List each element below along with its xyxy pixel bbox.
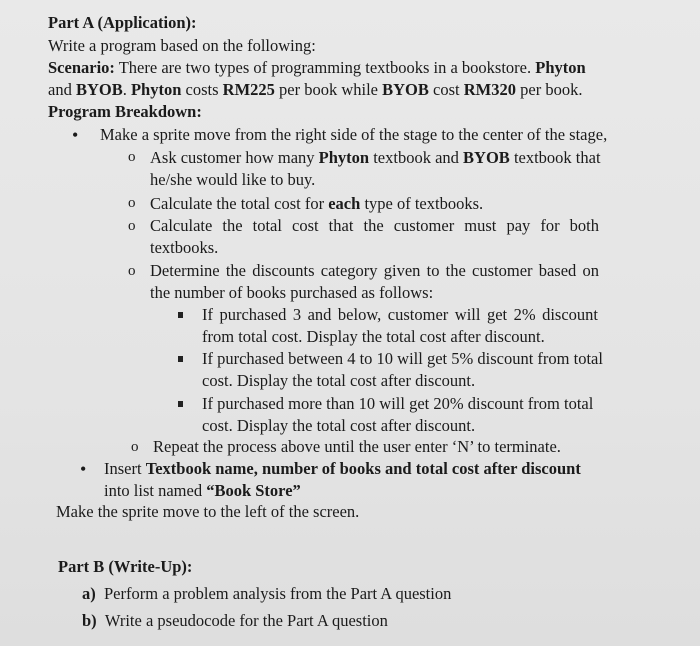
sub-item-3-line-1: Calculate the total cost that the customer must pay for both: [150, 216, 599, 235]
bullet-dot-icon: •: [72, 125, 79, 145]
intro-line: Write a program based on the following:: [48, 36, 316, 55]
part-a-heading: Part A (Application):: [48, 13, 197, 32]
discount-rule-2-line-2: cost. Display the total cost after discount.: [202, 371, 476, 390]
discount-rule-1-line-1: If purchased 3 and below, customer will get 2% discount: [202, 305, 598, 324]
square-bullet-icon: [178, 401, 183, 407]
part-b-item-a: a) Perform a problem analysis from the Part A question: [82, 584, 452, 603]
bullet-dot-icon: •: [80, 459, 87, 479]
discount-rule-3-line-2: cost. Display the total cost after discount.: [202, 416, 476, 435]
circle-bullet-icon: o: [128, 149, 136, 165]
breakdown-heading: Program Breakdown:: [48, 102, 202, 121]
sub-item-3-line-2: textbooks.: [150, 238, 219, 257]
bullet-2-line-2: into list named “Book Store”: [104, 481, 301, 500]
square-bullet-icon: [178, 312, 183, 318]
sub-item-4-line-2: the number of books purchased as follows:: [150, 283, 434, 302]
sub-item-2: Calculate the total cost for each type of textbooks.: [150, 194, 484, 213]
discount-rule-2-line-1: If purchased between 4 to 10 will get 5% discount from total: [202, 349, 603, 368]
bullet-1: Make a sprite move from the right side of the stage to the center of the stage,: [100, 125, 608, 144]
circle-bullet-icon: o: [131, 439, 139, 455]
scenario-line-2: and BYOB. Phyton costs RM225 per book while BYOB cost RM320 per book.: [48, 80, 583, 99]
scenario-line-1: Scenario: There are two types of programming textbooks in a bookstore. Phyton: [48, 58, 586, 77]
circle-bullet-icon: o: [128, 195, 136, 211]
sub-item-4-line-1: Determine the discounts category given to the customer based on: [150, 261, 599, 280]
circle-bullet-icon: o: [128, 263, 136, 279]
bullet-2-line-1: Insert Textbook name, number of books and total cost after discount: [104, 459, 581, 478]
discount-rule-1-line-2: from total cost. Display the total cost after discount.: [202, 327, 545, 346]
sub-item-5: Repeat the process above until the user enter ‘N’ to terminate.: [153, 437, 561, 456]
part-b-heading: Part B (Write-Up):: [58, 557, 193, 576]
sub-item-1-line-2: he/she would like to buy.: [150, 170, 316, 189]
part-b-item-b: b) Write a pseudocode for the Part A question: [82, 611, 388, 630]
circle-bullet-icon: o: [128, 218, 136, 234]
closing-line: Make the sprite move to the left of the screen.: [56, 502, 360, 521]
square-bullet-icon: [178, 356, 183, 362]
sub-item-1-line-1: Ask customer how many Phyton textbook and BYOB textbook that: [150, 148, 601, 167]
discount-rule-3-line-1: If purchased more than 10 will get 20% discount from total: [202, 394, 594, 413]
